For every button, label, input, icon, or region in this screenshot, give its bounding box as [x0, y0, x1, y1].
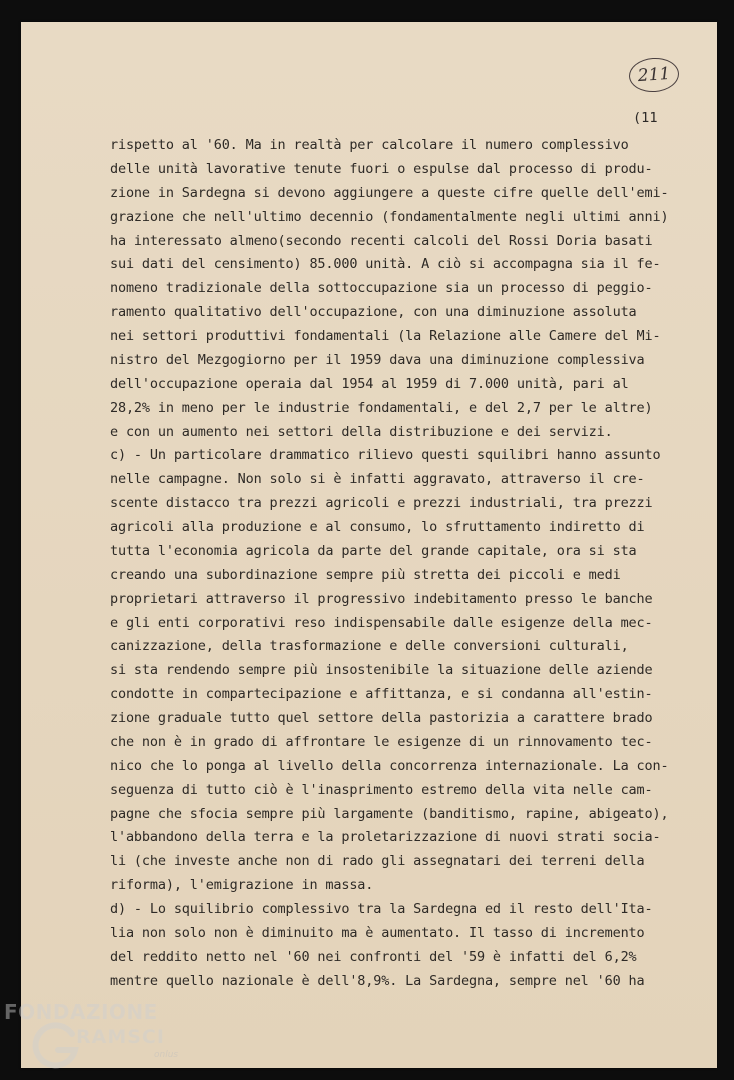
text-line: si sta rendendo sempre più insostenibile la situazione delle aziende — [110, 662, 653, 679]
text-line: li (che investe anche non di rado gli assegnatari dei terreni della — [110, 853, 645, 870]
text-line: ramento qualitativo dell'occupazione, con una diminuzione assoluta — [110, 304, 637, 321]
text-line: scente distacco tra prezzi agricoli e prezzi industriali, tra prezzi — [110, 495, 653, 512]
text-line: dell'occupazione operaia dal 1954 al 1959 di 7.000 unità, pari al — [110, 375, 629, 392]
text-line: ha interessato almeno(secondo recenti calcoli del Rossi Doria basati — [110, 232, 653, 249]
text-line: rispetto al '60. Ma in realtà per calcolare il numero complessivo — [110, 137, 629, 153]
handwritten-folio-number: 211 — [628, 56, 680, 93]
text-line: zione graduale tutto quel settore della pastorizia a carattere brado — [110, 710, 653, 726]
watermark-line2: RAMSCI — [76, 1026, 165, 1048]
text-line: nistro del Mezgogiorno per il 1959 dava una diminuzione complessiva — [110, 351, 645, 368]
text-line: che non è in grado di affrontare le esigenze di un rinnovamento tec- — [110, 733, 653, 750]
text-line: nelle campagne. Non solo si è infatti aggravato, attraverso il cre- — [110, 471, 645, 488]
text-line: nico che lo ponga al livello della concorrenza internazionale. La con- — [110, 757, 669, 774]
text-line: creando una subordinazione sempre più stretta dei piccoli e medi — [110, 566, 621, 583]
text-line: del reddito netto nel '60 nei confronti del '59 è infatti del 6,2% — [110, 948, 637, 965]
text-line: agricoli alla produzione e al consumo, lo sfruttamento indiretto di — [110, 519, 645, 535]
watermark-suffix: onlus — [154, 1050, 179, 1060]
text-line: delle unità lavorative tenute fuori o espulse dal processo di produ- — [110, 160, 653, 177]
watermark-line1: FONDAZIONE — [4, 1000, 158, 1024]
text-line: pagne che sfocia sempre più largamente (banditismo, rapine, abigeato), — [110, 805, 669, 822]
text-line: canizzazione, della trasformazione e delle conversioni culturali, — [110, 638, 629, 655]
text-line: 28,2% in meno per le industrie fondamentali, e del 2,7 per le altre) — [110, 399, 653, 416]
text-line: riforma), l'emigrazione in massa. — [110, 877, 374, 894]
text-line: sui dati del censimento) 85.000 unità. A ciò si accompagna sia il fe- — [110, 256, 661, 273]
text-line: tutta l'economia agricola da parte del grande capitale, ora si sta — [110, 542, 637, 559]
text-line: lia non solo non è diminuito ma è aumentato. Il tasso di incremento — [110, 924, 645, 941]
fondazione-gramsci-watermark — [4, 1000, 194, 1078]
text-line: l'abbandono della terra e la proletarizzazione di nuovi strati socia- — [110, 829, 661, 846]
text-line: mentre quello nazionale è dell'8,9%. La Sardegna, sempre nel '60 ha — [110, 972, 645, 989]
text-line: nei settori produttivi fondamentali (la Relazione alle Camere del Mi- — [110, 328, 661, 344]
document-page — [21, 22, 717, 1068]
text-line: nomeno tradizionale della sottoccupazione sia un processo di peggio- — [110, 280, 653, 297]
text-line: d) - Lo squilibrio complessivo tra la Sardegna ed il resto dell'Ita- — [110, 901, 653, 917]
gramsci-g-logo-icon — [32, 1020, 82, 1070]
text-line: seguenza di tutto ciò è l'inasprimento estremo della vita nelle cam- — [110, 781, 653, 798]
text-line: condotte in compartecipazione e affittanza, e si condanna all'estin- — [110, 686, 653, 703]
body-text — [110, 134, 710, 994]
text-line: proprietari attraverso il progressivo indebitamento presso le banche — [110, 590, 653, 607]
text-line: e gli enti corporativi reso indispensabile dalle esigenze della mec- — [110, 614, 653, 631]
text-line: grazione che nell'ultimo decennio (fondamentalmente negli ultimi anni) — [110, 208, 669, 225]
text-line: c) - Un particolare drammatico rilievo questi squilibri hanno assunto — [110, 447, 661, 464]
text-line: zione in Sardegna si devono aggiungere a queste cifre quelle dell'emi- — [110, 184, 669, 201]
page-number: (11 — [633, 110, 658, 126]
text-line: e con un aumento nei settori della distribuzione e dei servizi. — [110, 423, 613, 440]
